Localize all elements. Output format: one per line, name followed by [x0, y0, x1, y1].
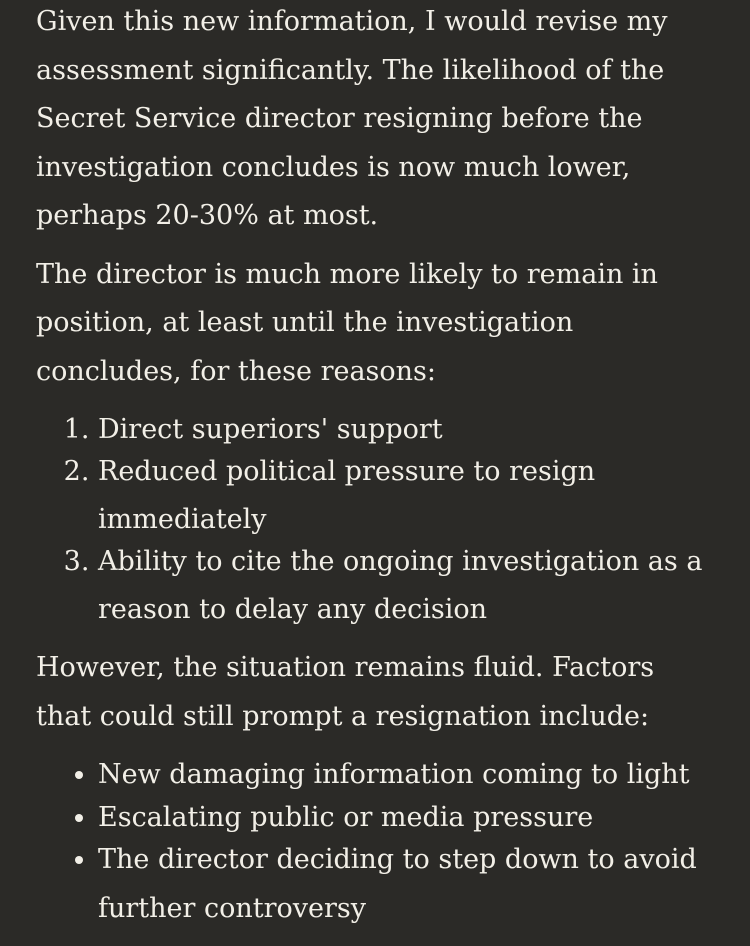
- list-item: 1. Direct superiors' support: [98, 406, 714, 454]
- reasons-list: [36, 406, 714, 634]
- list-item: 3. Ability to cite the ongoing investigation as a reason to delay any decision: [98, 538, 714, 634]
- factors-list: [36, 751, 714, 933]
- paragraph-reasons-intro: The director is much more likely to remain in position, at least until the investigation concludes, for these reasons:: [36, 258, 658, 387]
- list-item: • New damaging information coming to light: [98, 751, 714, 800]
- list-item: • The director deciding to step down to avoid further controversy: [98, 836, 714, 933]
- list-item: 2. Reduced political pressure to resign immediately: [98, 448, 714, 544]
- paragraph-factors-intro: However, the situation remains fluid. Factors that could still prompt a resignation include:: [36, 652, 655, 732]
- paragraph-assessment: Given this new information, I would revise my assessment significantly. The likelihood of the Secret Service director resigning before the investigation concludes is now much lower, perhaps 20-30% at most.: [36, 6, 668, 231]
- list-item: • Escalating public or media pressure: [98, 794, 714, 843]
